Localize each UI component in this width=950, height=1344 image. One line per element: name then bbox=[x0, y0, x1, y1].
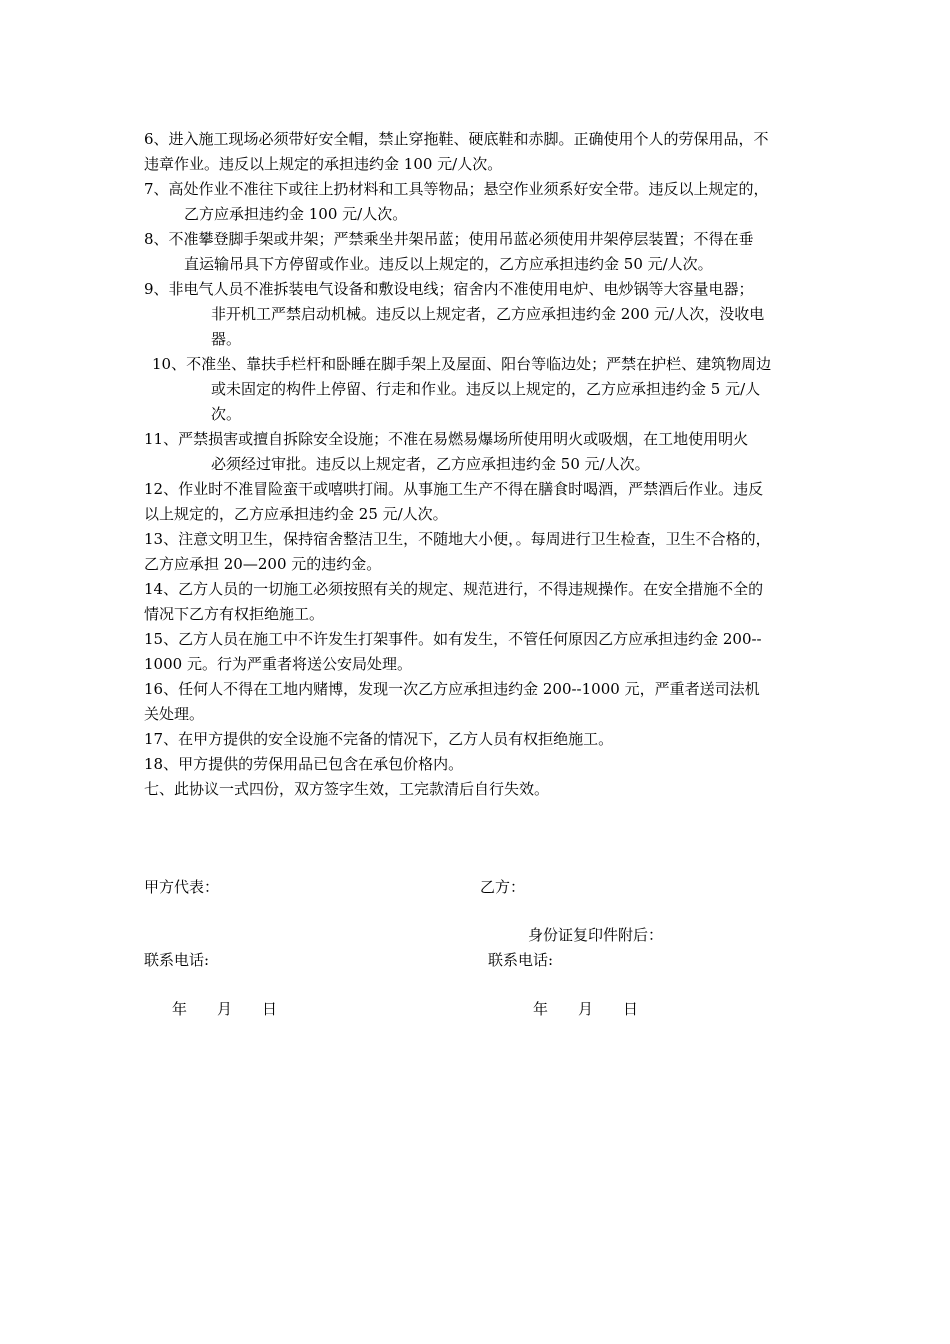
phone-label-b: 联系电话: bbox=[488, 951, 554, 969]
clause-8-line-1: 8、不准攀登脚手架或井架；严禁乘坐井架吊蓝；使用吊蓝必须使用井架停层装置；不得在垂 bbox=[144, 230, 754, 248]
clause-11-line-2: 必须经过审批。违反以上规定者，乙方应承担违约金 50 元/人次。 bbox=[211, 455, 650, 473]
clause-6-line-1: 6、进入施工现场必须带好安全帽，禁止穿拖鞋、硬底鞋和赤脚。正确使用个人的劳保用品，不 bbox=[144, 130, 769, 148]
clause-12-line-2: 以上规定的，乙方应承担违约金 25 元/人次。 bbox=[144, 505, 448, 523]
clause-16-line-2: 关处理。 bbox=[144, 705, 205, 723]
clause-10-line-1: 10、不准坐、靠扶手栏杆和卧睡在脚手架上及屋面、阳台等临边处；严禁在护栏、建筑物周边 bbox=[152, 355, 772, 373]
clause-17-line-1: 17、在甲方提供的安全设施不完备的情况下，乙方人员有权拒绝施工。 bbox=[144, 730, 614, 748]
phone-label-a: 联系电话: bbox=[144, 951, 210, 969]
clause-6-line-2: 违章作业。违反以上规定的承担违约金 100 元/人次。 bbox=[144, 155, 503, 173]
clause-13-line-2: 乙方应承担 20—200 元的违约金。 bbox=[144, 555, 382, 573]
party-a-label: 甲方代表： bbox=[144, 878, 220, 896]
clause-9-line-1: 9、非电气人员不准拆装电气设备和敷设电线；宿舍内不准使用电炉、电炒锅等大容量电器； bbox=[144, 280, 754, 298]
clause-10-line-2: 或未固定的构件上停留、行走和作业。违反以上规定的，乙方应承担违约金 5 元/人 bbox=[211, 380, 761, 398]
clause-7-line-1: 7、高处作业不准往下或往上扔材料和工具等物品；悬空作业须系好安全带。违反以上规定的， bbox=[144, 180, 769, 198]
clause-13-line-1: 13、注意文明卫生，保持宿舍整洁卫生，不随地大小便，。每周进行卫生检查，卫生不合格的， bbox=[144, 530, 771, 548]
clause-seven-line-1: 七、此协议一式四份，双方签字生效，工完款清后自行失效。 bbox=[144, 780, 550, 798]
clause-14-line-1: 14、乙方人员的一切施工必须按照有关的规定、规范进行，不得违规操作。在安全措施不全的 bbox=[144, 580, 764, 598]
clause-16-line-1: 16、任何人不得在工地内赌博，发现一次乙方应承担违约金 200--1000 元，严重者送司法机 bbox=[144, 680, 760, 698]
date-line-b: 年 月 日 bbox=[533, 1000, 639, 1018]
clause-15-line-1: 15、乙方人员在施工中不许发生打架事件。如有发生，不管任何原因乙方应承担违约金 200-- bbox=[144, 630, 762, 648]
date-line-a: 年 月 日 bbox=[172, 1000, 278, 1018]
clause-12-line-1: 12、作业时不准冒险蛮干或嘻哄打闹。从事施工生产不得在膳食时喝酒，严禁酒后作业。违反 bbox=[144, 480, 764, 498]
clause-8-line-2: 直运输吊具下方停留或作业。违反以上规定的，乙方应承担违约金 50 元/人次。 bbox=[184, 255, 713, 273]
clause-11-line-1: 11、严禁损害或擅自拆除安全设施；不准在易燃易爆场所使用明火或吸烟，在工地使用明火 bbox=[144, 430, 749, 448]
clause-7-line-2: 乙方应承担违约金 100 元/人次。 bbox=[184, 205, 408, 223]
clause-15-line-2: 1000 元。行为严重者将送公安局处理。 bbox=[144, 655, 412, 673]
clause-14-line-2: 情况下乙方有权拒绝施工。 bbox=[144, 605, 325, 623]
party-b-label: 乙方： bbox=[480, 878, 526, 896]
clause-10-line-3: 次。 bbox=[211, 405, 242, 423]
clause-9-line-2: 非开机工严禁启动机械。违反以上规定者，乙方应承担违约金 200 元/人次，没收电 bbox=[211, 305, 765, 323]
id-copy-note: 身份证复印件附后： bbox=[528, 926, 664, 944]
clause-9-line-3: 器。 bbox=[211, 330, 242, 348]
clause-18-line-1: 18、甲方提供的劳保用品已包含在承包价格内。 bbox=[144, 755, 464, 773]
